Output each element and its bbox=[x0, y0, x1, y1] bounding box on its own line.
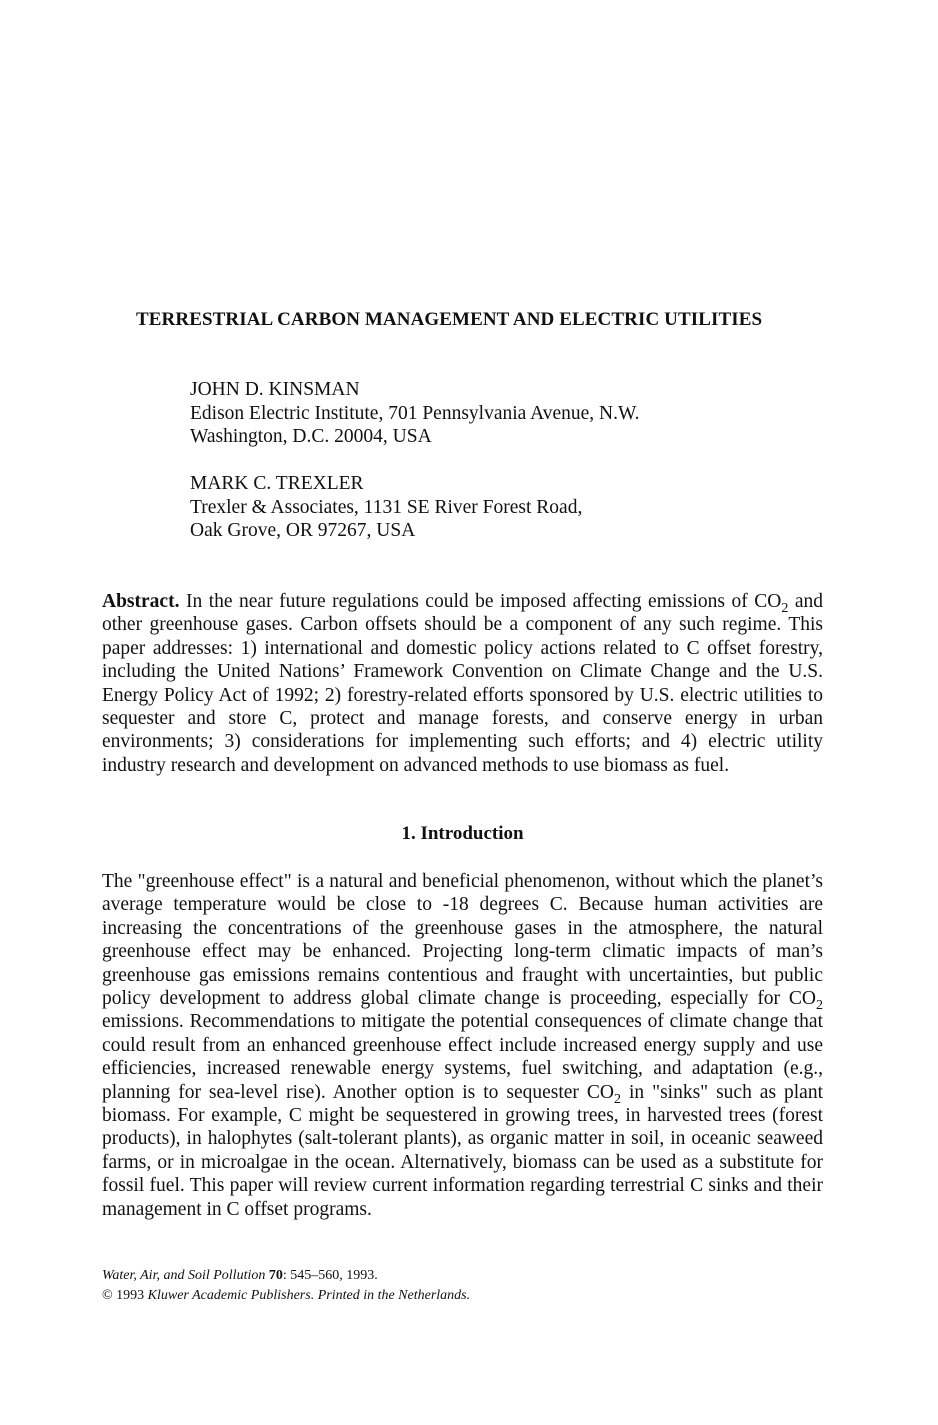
paragraph-text: The "greenhouse effect" is a natural and beneficial phenomenon, without which the planet’s average temperature would be close to -18 degrees C. Because human activities are increasing the concentrations of the greenhouse gases in the atmosphere, the natural greenhouse effect may be enhanced. Projecting long-term climatic impacts of man’s greenhouse gas emissions remains contentious and fraught with uncertainties, but public policy development to address global climate change is proceeding, especially for CO bbox=[102, 871, 823, 1010]
author-name: MARK C. TREXLER bbox=[190, 473, 364, 494]
copyright-line bbox=[102, 1286, 470, 1306]
abstract-label: Abstract. bbox=[102, 591, 180, 612]
author-affiliation-line: Edison Electric Institute, 701 Pennsylvania Avenue, N.W. bbox=[190, 402, 640, 424]
author-block bbox=[190, 472, 582, 543]
citation-line bbox=[102, 1266, 470, 1286]
journal-volume: 70 bbox=[268, 1268, 283, 1283]
publisher-text: Kluwer Academic Publishers. Printed in the Netherlands. bbox=[147, 1288, 471, 1303]
subscript: 2 bbox=[815, 996, 823, 1013]
subscript: 2 bbox=[613, 1090, 621, 1107]
author-affiliation-line: Washington, D.C. 20004, USA bbox=[190, 426, 432, 447]
journal-name: Water, Air, and Soil Pollution bbox=[102, 1268, 266, 1283]
introduction-paragraph bbox=[102, 870, 823, 1221]
author-affiliation-line: Trexler & Associates, 1131 SE River Forest Road, bbox=[190, 496, 583, 518]
subscript: 2 bbox=[781, 599, 789, 616]
author-name: JOHN D. KINSMAN bbox=[190, 379, 360, 400]
abstract-text: In the near future regulations could be imposed affecting emissions of CO bbox=[179, 591, 782, 612]
publication-footer bbox=[102, 1266, 470, 1306]
paper-title: TERRESTRIAL CARBON MANAGEMENT AND ELECTRIC UTILITIES bbox=[136, 309, 763, 330]
paragraph-text: in "sinks" such as plant biomass. For example, C might be sequestered in growing trees, in harvested trees (forest products), in halophytes (salt-tolerant plants), as organic matter in soil, in oceanic seaweed farms, or in microalgae in the ocean. Alternatively, biomass can be used as a substitute for fossil fuel. This paper will review current information regarding terrestrial C sinks and their management in C offset programs. bbox=[102, 1081, 823, 1220]
pages-year: : 545–560, 1993. bbox=[282, 1268, 378, 1283]
copyright-year: © 1993 bbox=[102, 1288, 148, 1303]
abstract-text: and other greenhouse gases. Carbon offsets should be a component of any such regime. This paper addresses: 1) international and domestic policy actions related to C offset forestry, including the United Nations’ Framework Convention on Climate Change and the U.S. Energy Policy Act of 1992; 2) forestry-related efforts sponsored by U.S. electric utilities to sequester and store C, protect and manage forests, and conserve energy in urban environments; 3) considerations for implementing such efforts; and 4) electric utility industry research and development on advanced methods to use biomass as fuel. bbox=[102, 591, 824, 776]
section-heading: 1. Introduction bbox=[401, 823, 524, 844]
abstract bbox=[102, 590, 823, 777]
author-affiliation-line: Oak Grove, OR 97267, USA bbox=[190, 520, 416, 541]
paragraph-text: emissions. Recommendations to mitigate the potential consequences of climate change that could result from an enhanced greenhouse effect include increased energy supply and use efficiencies, increased renewable energy systems, fuel switching, and adaptation (e.g., planning for sea-level rise). Another option is to sequester CO bbox=[102, 1011, 823, 1103]
author-block bbox=[190, 378, 640, 449]
